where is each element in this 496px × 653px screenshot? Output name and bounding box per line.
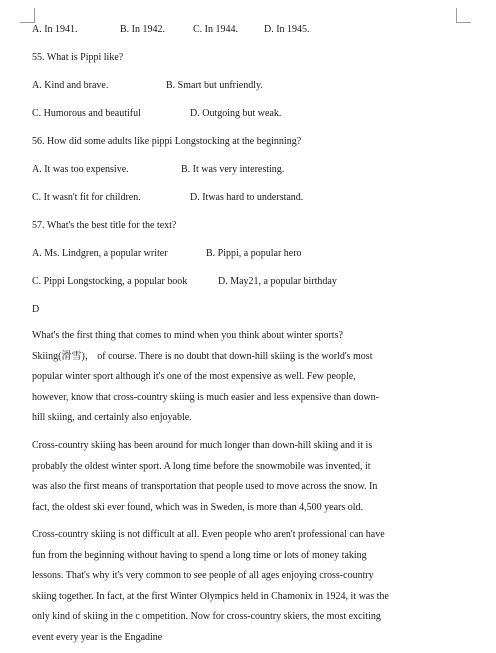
paragraph-line: lessons. That's why it's very common to see people of all ages enjoying cross-country (32, 570, 374, 582)
q56-options-cd (32, 192, 464, 206)
paragraph-line: Skiing(滑雪)， of course. There is no doubt that down-hill skiing is the world's most (32, 350, 373, 362)
q55-option-a: A. Kind and brave. (32, 80, 109, 91)
paragraph-line: probably the oldest winter sport. A long time before the snowmobile was invented, it (32, 460, 371, 472)
paragraph-line: Cross-country skiing is not difficult at all. Even people who aren't professional can have (32, 529, 385, 540)
q56-options-ab (32, 164, 464, 178)
q56-stem: 56. How did some adults like pippi Longstocking at the beginning? (32, 136, 302, 147)
q55-option-d: D. Outgoing but weak. (190, 108, 282, 119)
q56-option-b: B. It was very interesting. (181, 164, 285, 175)
paragraph-line: fun from the beginning without having to spend a long time or lots of money taking (32, 549, 367, 561)
paragraph-line: skiing together. In fact, at the first Winter Olympics held in Chamonix in 1924, it was the (32, 590, 389, 602)
q57-options-cd (32, 276, 464, 290)
q55-option-c: C. Humorous and beautiful (32, 108, 141, 119)
q57-stem: 57. What's the best title for the text? (32, 220, 177, 231)
q54-option-a: A. In 1941. (32, 24, 78, 35)
q54-option-d: D. In 1945. (264, 24, 310, 35)
paragraph-line: only kind of skiing in the c ompetition. Now for cross-country skiers, the most exciting (32, 611, 381, 623)
paragraph-line: What's the first thing that comes to mind when you think about winter sports? (32, 330, 343, 341)
q57-option-d: D. May21, a popular birthday (218, 276, 337, 287)
q57-option-b: B. Pippi, a popular hero (206, 248, 302, 259)
q55-stem: 55. What is Pippi like? (32, 52, 124, 63)
paragraph-line: hill skiing, and certainly also enjoyable. (32, 412, 192, 424)
q55-options-cd (32, 108, 464, 122)
q55-options-ab (32, 80, 464, 94)
paragraph-line: however, know that cross-country skiing is much easier and less expensive than down- (32, 391, 380, 403)
q57-options-ab (32, 248, 464, 262)
section-label: D (32, 304, 40, 315)
q54-options (32, 24, 464, 38)
paragraph-line: was also the first means of transportation that people used to move across the snow. In (32, 481, 378, 493)
paragraph-line: Cross-country skiing has been around for much longer than down-hill skiing and it is (32, 440, 373, 451)
q56-option-d: D. Itwas hard to understand. (190, 192, 304, 203)
q57-option-c: C. Pippi Longstocking, a popular book (32, 276, 188, 287)
crop-mark-top-left (20, 8, 35, 23)
paragraph-line: event every year is the Engadine (32, 631, 163, 643)
q54-option-b: B. In 1942. (120, 24, 165, 35)
q56-option-a: A. It was too expensive. (32, 164, 129, 175)
paragraph-3 (32, 525, 464, 649)
paragraph-2 (32, 436, 464, 518)
q55-option-b: B. Smart but unfriendly. (166, 80, 263, 91)
q57-option-a: A. Ms. Lindgren, a popular writer (32, 248, 168, 259)
paragraph-1 (32, 326, 464, 429)
q56-option-c: C. It wasn't fit for children. (32, 192, 141, 203)
q54-option-c: C. In 1944. (193, 24, 238, 35)
paragraph-line: fact, the oldest ski ever found, which was in Sweden, is more than 4,500 years old. (32, 501, 364, 513)
paragraph-line: popular winter sport although it's one of the most expensive as well. Few people, (32, 371, 356, 383)
crop-mark-top-right (456, 8, 471, 23)
